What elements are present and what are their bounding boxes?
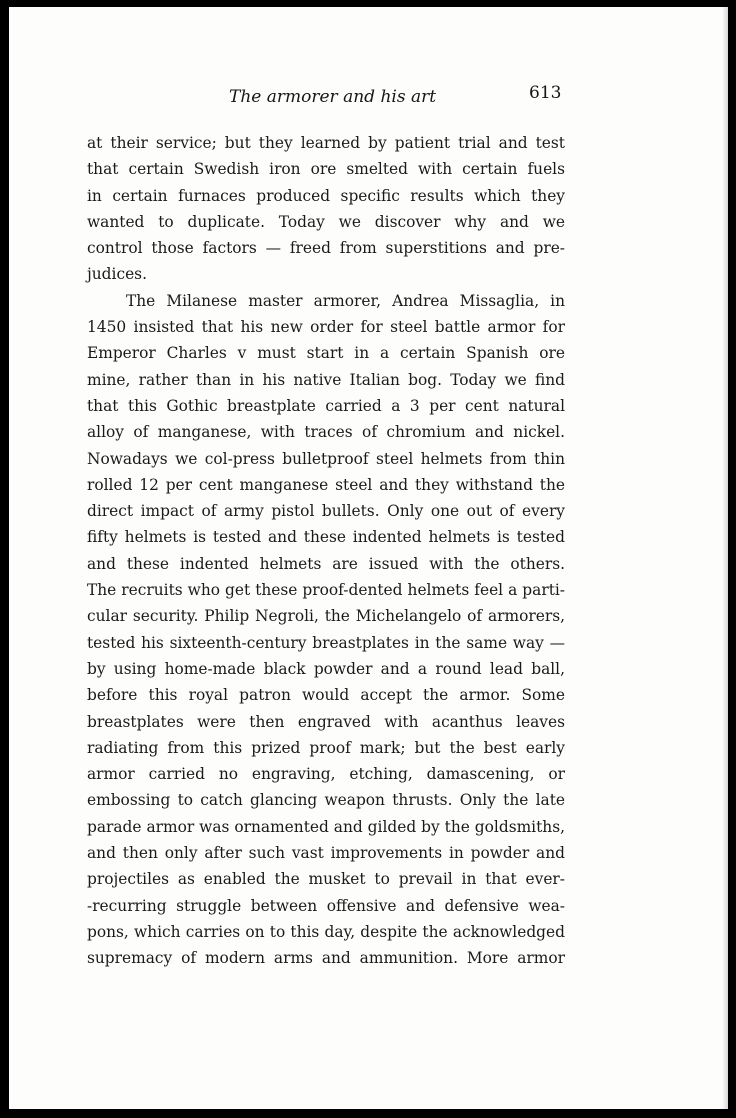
text-line: embossing to catch glancing weapon thrusts. Only the late	[87, 791, 565, 810]
text-line: by using home-made black powder and a round lead ball,	[87, 659, 565, 678]
text-line: in certain furnaces produced specific results which they	[87, 186, 565, 205]
text-line: direct impact of army pistol bullets. Only one out of every	[87, 502, 565, 521]
text-line: judices.	[87, 265, 147, 284]
body-text	[87, 130, 565, 972]
text-line: radiating from this prized proof mark; but the best early	[87, 738, 565, 757]
text-line: and these indented helmets are issued with the others.	[87, 554, 565, 573]
text-line: control those factors — freed from superstitions and pre-	[87, 239, 565, 258]
running-title: The armorer and his art	[229, 87, 437, 107]
text-line: mine, rather than in his native Italian bog. Today we find	[87, 370, 565, 389]
text-line: The Milanese master armorer, Andrea Missaglia, in	[126, 291, 565, 310]
text-line: at their service; but they learned by patient trial and test	[87, 134, 565, 152]
text-line: that this Gothic breastplate carried a 3 per cent natural	[87, 396, 565, 415]
text-line: alloy of manganese, with traces of chromium and nickel.	[87, 423, 565, 442]
text-line: tested his sixteenth-century breastplates in the same way —	[87, 633, 565, 652]
text-line: 1450 insisted that his new order for steel battle armor for	[87, 318, 565, 337]
book-page	[9, 7, 728, 1109]
text-line: supremacy of modern arms and ammunition. More armor	[87, 949, 565, 968]
text-line: pons, which carries on to this day, despite the acknowledged	[87, 922, 565, 941]
text-line: fifty helmets is tested and these indented helmets is tested	[87, 528, 565, 547]
text-line: cular security. Philip Negroli, the Michelangelo of armorers,	[87, 607, 565, 626]
text-line: The recruits who get these proof-dented helmets feel a parti-	[87, 581, 565, 600]
text-line: rolled 12 per cent manganese steel and they withstand the	[87, 475, 565, 494]
text-line: and then only after such vast improvements in powder and	[87, 844, 565, 863]
paragraph-1	[87, 130, 565, 288]
paragraph-2	[87, 288, 565, 972]
text-line: -recurring struggle between offensive and defensive wea-	[87, 896, 565, 915]
page-number: 613	[529, 83, 562, 103]
text-line: armor carried no engraving, etching, damascening, or	[87, 765, 565, 784]
text-line: projectiles as enabled the musket to prevail in that ever-	[87, 870, 565, 889]
text-line: that certain Swedish iron ore smelted with certain fuels	[87, 160, 565, 179]
text-line: parade armor was ornamented and gilded by the goldsmiths,	[87, 817, 565, 836]
text-line: Nowadays we col-press bulletproof steel helmets from thin	[87, 449, 565, 468]
text-line: Emperor Charles v must start in a certain Spanish ore	[87, 344, 565, 363]
running-header	[9, 83, 728, 111]
text-line: breastplates were then engraved with acanthus leaves	[87, 712, 565, 731]
text-line: before this royal patron would accept the armor. Some	[87, 686, 565, 705]
text-line: wanted to duplicate. Today we discover why and we	[87, 212, 565, 231]
